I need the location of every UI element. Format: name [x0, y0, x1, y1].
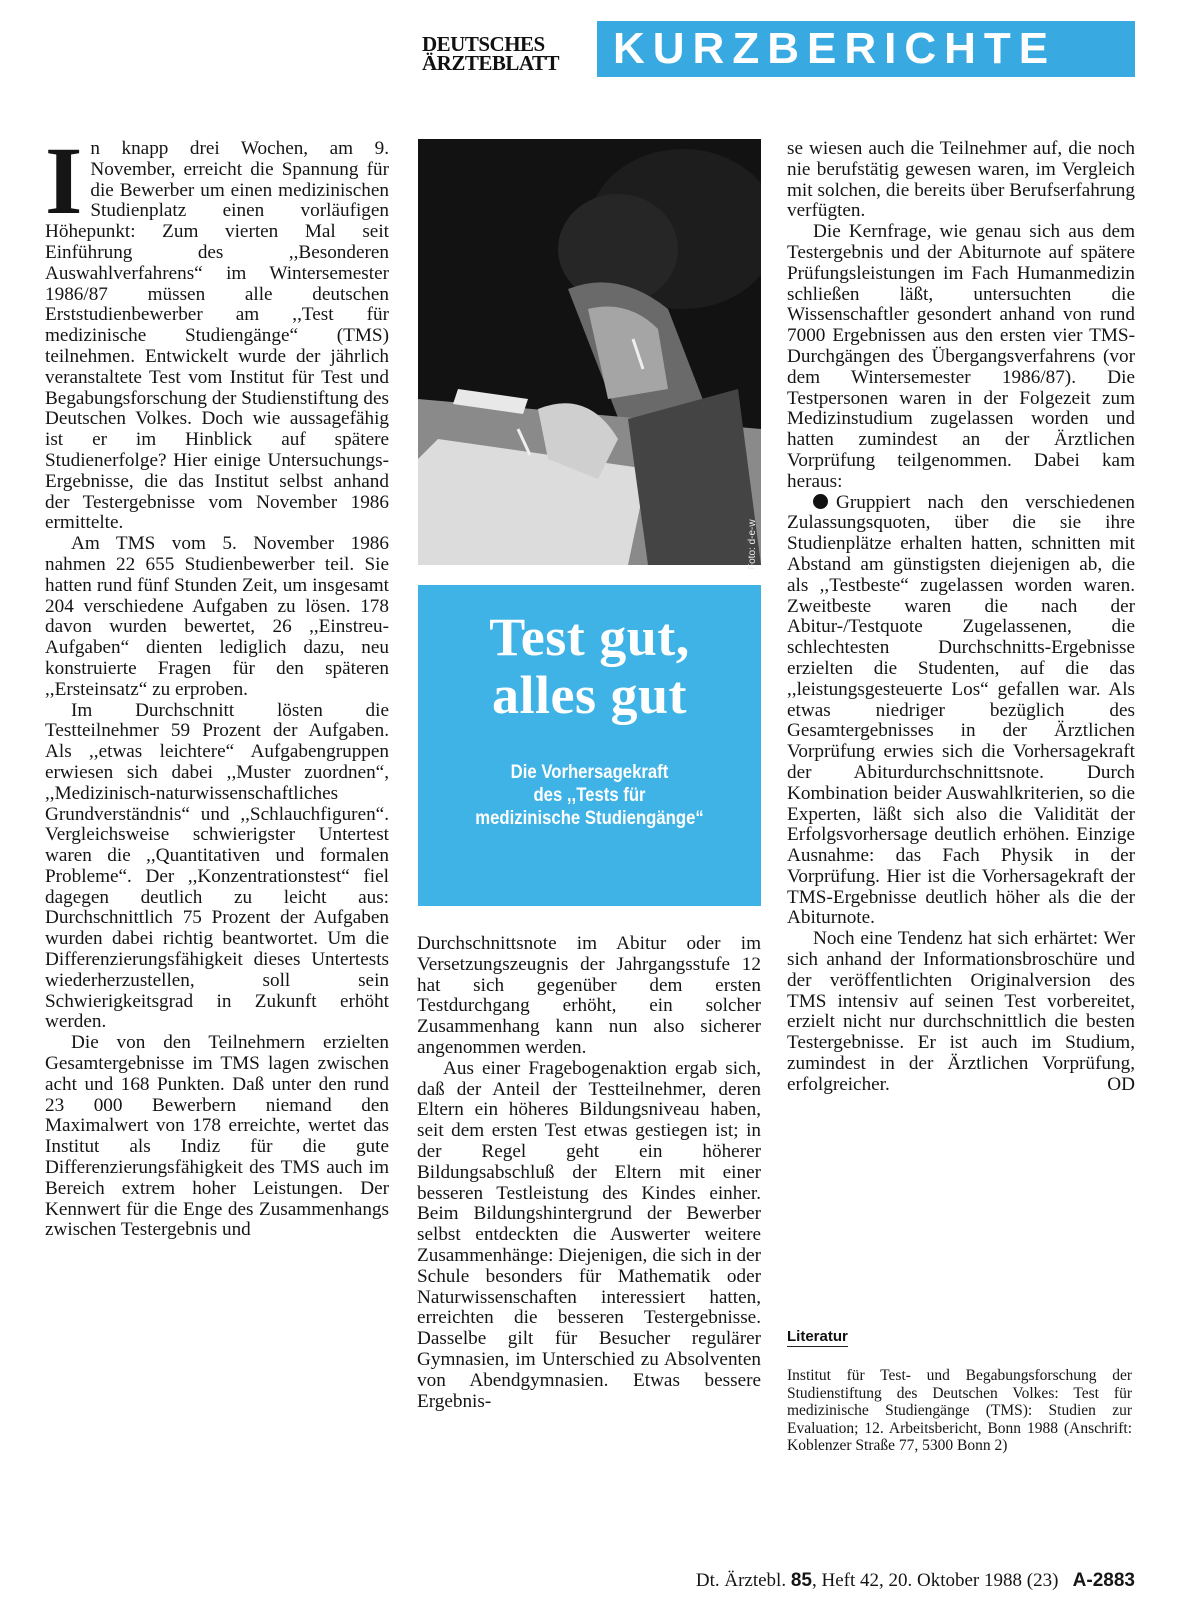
- paragraph: Die von den Teilnehmern erzielten Gesamtergebnisse im TMS lagen zwischen acht und 168 Punkten. Daß unter den rund 23 000 Bewerbern niemand den Maximalwert von 178 erreichte, wertet das Institut als Indiz für die gute Differenzierungsfähigkeit des TMS auch im Bereich extrem hoher Leistungen. Der Kennwert für die Enge des Zusammenhangs zwischen Testergebnis und: [45, 1032, 389, 1241]
- section-banner: KURZBERICHTE: [597, 21, 1135, 77]
- paragraph-text: n knapp drei Wochen, am 9. November, erreicht die Spannung für die Bewerber um einen medizinischen Studienplatz einen vorläufigen Höhepunkt: Zum vierten Mal seit Einführung des ,,Besonderen Auswahlverfahrens“ im Wintersemester 1986/87 müssen alle deutschen Erststudienbewerber am ,,Test für medizinische Studiengänge“ (TMS) teilnehmen. Entwickelt wurde der jährlich veranstaltete Test vom Institut für Test und Begabungsforschung der Studienstiftung des Deutschen Volkes. Doch wie aussagefähig ist er im Hinblick auf spätere Studienerfolge? Hier einige Untersuchungs-Ergebnisse, die das Institut selbst anhand der Testergebnisse vom November 1986 ermittelte.: [45, 138, 389, 534]
- article-photo: [418, 139, 761, 565]
- teaser-title-line2: alles gut: [491, 665, 687, 725]
- footer-page-number: A-2883: [1072, 1570, 1135, 1591]
- paragraph: Im Durchschnitt lösten die Testteilnehmer 59 Prozent der Aufgaben. Als ,,etwas leichtere“ Aufgabengruppen erwiesen sich dabei ,,Muster zuordnen“, ,,Medizinisch-naturwissenschaftliches Grundverständnis“ und ,,Schlauchfiguren“. Vergleichsweise schwierigster Untertest waren die ,,Quantitativen und formalen Probleme“. Der ,,Konzentrationstest“ fiel dagegen deutlich zu leicht aus: Durchschnittlich 75 Prozent der Aufgaben wurden dabei richtig beantwortet. Um die Differenzierungsfähigkeit dieses Untertests wiederherzustellen, soll sein Schwierigkeitsgrad in Zukunft erhöht werden.: [45, 699, 389, 1033]
- bullet-paragraph: [787, 493, 1135, 930]
- teaser-subtitle-line1: Die Vorhersagekraft: [510, 762, 669, 783]
- photo-illustration: [418, 139, 761, 565]
- page-footer: [600, 1570, 1135, 1592]
- bullet-icon: [813, 494, 828, 509]
- literature-reference: Institut für Test- und Begabungsforschung der Studienstiftung des Deutschen Volkes: Test für medizinische Studiengänge (TMS): Studien zur Evaluation; 12. Arbeitsbericht, Bonn 1988 (Anschrift: Koblenzer Straße 77, 5300 Bonn 2): [787, 1367, 1132, 1454]
- article-column-1: [45, 127, 389, 1241]
- teaser-box: [418, 585, 761, 906]
- paragraph: Durchschnittsnote im Abitur oder im Versetzungszeugnis der Jahrgangsstufe 12 hat sich gegenüber dem ersten Testdurchgang erhöht, ein solcher Zusammenhang kann nun also sicherer angenommen werden.: [417, 933, 761, 1058]
- drop-cap: I: [45, 127, 83, 234]
- paragraph: se wiesen auch die Teilnehmer auf, die noch nie berufstätig gewesen waren, im Vergleich mit solchen, die bereits über Berufserfahrung verfügten.: [787, 138, 1135, 222]
- footer-journal: Dt. Ärztebl.: [695, 1570, 787, 1591]
- footer-volume: 85: [790, 1570, 812, 1591]
- paragraph: Am TMS vom 5. November 1986 nahmen 22 655 Studienbewerber teil. Sie hatten rund fünf Stunden Zeit, um insgesamt 204 verschiedene Aufgaben zu lösen. 178 davon wurden bewertet, 26 ,,Einstreu-Aufgaben“ dienten lediglich dazu, neu konstruierte Fragen für den späteren ,,Ersteinsatz“ zu erproben.: [45, 533, 389, 700]
- paragraph: [45, 127, 389, 534]
- teaser-subtitle-line3: medizinische Studiengänge“: [475, 808, 704, 829]
- paragraph: [787, 929, 1135, 1095]
- paragraph-text: Noch eine Tendenz hat sich erhärtet: Wer sich anhand der Informationsbroschüre und der veröffentlichten Originalversion des TMS intensiv auf seinen Test vorbereitet, erzielt nicht nur durchschnittlich die besten Testergebnisse. Er ist auch im Studium, zumindest in der Ärztlichen Vorprüfung, erfolgreicher.: [787, 928, 1135, 1095]
- footer-issue: , Heft 42, 20. Oktober 1988 (23): [811, 1570, 1059, 1591]
- masthead-line1: DEUTSCHES: [422, 32, 545, 56]
- teaser-subtitle-line2: des ,,Tests für: [533, 785, 646, 806]
- photo-credit: Foto: d-e-w: [747, 519, 758, 570]
- article-column-3: [787, 139, 1135, 1096]
- paragraph: Die Kernfrage, wie genau sich aus dem Testergebnis und der Abiturnote auf spätere Prüfungsleistungen im Fach Humanmedizin schließen läßt, untersuchten die Wissenschaftler gesondert anhand von rund 7000 Ergebnissen aus den ersten vier TMS-Durchgängen des Übergangsverfahrens (vor dem Wintersemester 1986/87). Die Testpersonen waren in der Folgezeit zum Medizinstudium zugelassen worden und hatten zumindest an der Ärztlichen Vorprüfung teilgenommen. Dabei kam heraus:: [787, 221, 1135, 492]
- masthead-logo: [422, 32, 574, 75]
- author-initials: OD: [1107, 1073, 1135, 1095]
- literature-heading: Literatur: [787, 1328, 848, 1345]
- paragraph: Aus einer Fragebogenaktion ergab sich, daß der Anteil der Testteilnehmer, deren Eltern ein höheres Bildungsniveau haben, seit dem ersten Test etwas gestiegen ist; in der Regel geht ein höherer Bildungsabschluß der Eltern mit einer besseren Testleistung des Kindes einher. Beim Bildungshintergrund der Bewerber selbst entdeckten die Auswerter weitere Zusammenhänge: Diejenigen, die sich in der Schule besonders für Mathematik oder Naturwissenschaften interessiert hatten, erreichten die besseren Testergebnisse. Dasselbe gilt für Besucher regulärer Gymnasien, im Unterschied zu Absolventen von Abendgymnasien. Etwas bessere Ergebnis-: [417, 1057, 761, 1412]
- paragraph-text: Gruppiert nach den verschiedenen Zulassungsquoten, über die sie ihre Studienplätze erhalten hatten, schnitten mit Abstand am günstigsten diejenigen ab, die als ,,Testbeste“ zugelassen worden waren. Zweitbeste waren die nach der Abitur-/Testquote Zugelassenen, die schlechtesten Durchschnitts-Ergebnisse erzielten die Studenten, auf die das ,,leistungsgesteuerte Los“ gefallen war. Als etwas niedriger bezüglich des Gesamtergebnisses in der Ärztlichen Vorprüfung erwies sich die Vorhersagekraft der Abiturdurchschnittsnote. Durch Kombination beider Auswahlkriterien, so die Experten, läßt sich also die Validität der Erfolgsvorhersage deutlich erhöhen. Einzige Ausnahme: das Fach Physik in der Vorprüfung. Hier ist die Vorhersagekraft der TMS-Ergebnisse deutlich höher als die der Abiturnote.: [787, 491, 1135, 929]
- teaser-title-line1: Test gut,: [489, 607, 690, 667]
- masthead-line2: ÄRZTEBLATT: [422, 51, 559, 75]
- article-column-2: [417, 934, 761, 1412]
